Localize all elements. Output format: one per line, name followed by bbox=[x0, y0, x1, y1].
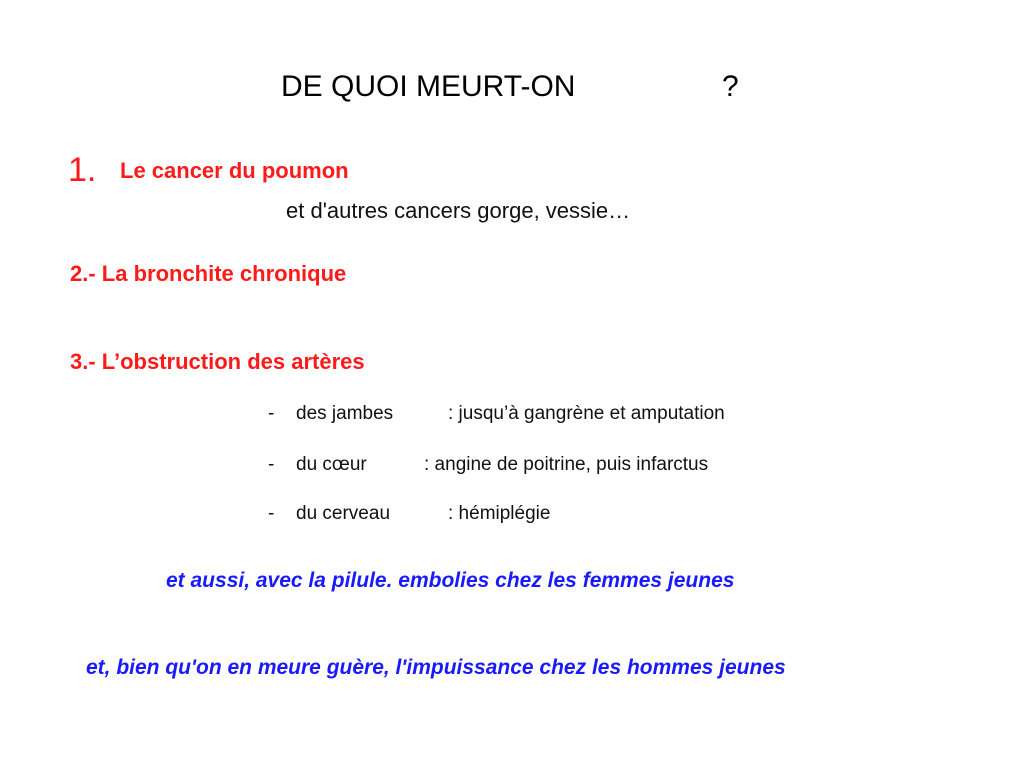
bullet-dash: - bbox=[268, 403, 275, 424]
bullet-dash: - bbox=[268, 503, 275, 524]
bullet-dash: - bbox=[268, 454, 275, 475]
bullet-desc: : angine de poitrine, puis infarctus bbox=[424, 454, 709, 475]
item-3-label: 3.- L’obstruction des artères bbox=[70, 349, 365, 374]
bullet-part: du cerveau bbox=[296, 503, 391, 524]
bullet-legs bbox=[268, 404, 725, 423]
item-1-number: 1. bbox=[68, 151, 97, 189]
bullet-part: du cœur bbox=[296, 454, 367, 475]
bullet-desc: : jusqu’à gangrène et amputation bbox=[448, 403, 725, 424]
item-1-sub: et d'autres cancers gorge, vessie… bbox=[286, 198, 631, 223]
item-2-label: 2.- La bronchite chronique bbox=[70, 261, 347, 286]
bullet-brain bbox=[268, 504, 550, 523]
item-1-label: Le cancer du poumon bbox=[120, 158, 349, 183]
slide-title-main: DE QUOI MEURT-ON bbox=[281, 70, 576, 103]
slide-title-question: ? bbox=[722, 70, 739, 103]
bullet-desc: : hémiplégie bbox=[448, 503, 551, 524]
slide-title bbox=[281, 72, 575, 102]
footer-line-2: et, bien qu'on en meure guère, l'impuissance chez les hommes jeunes bbox=[86, 656, 786, 679]
bullet-part: des jambes bbox=[296, 403, 394, 424]
bullet-heart bbox=[268, 455, 708, 474]
footer-line-1: et aussi, avec la pilule. embolies chez les femmes jeunes bbox=[166, 569, 735, 592]
